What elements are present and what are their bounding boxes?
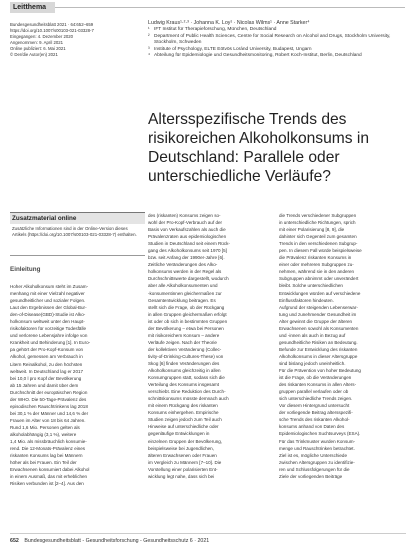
text-line: im Vergleich zu Männern [7–10]. Die [148, 459, 222, 465]
text-line: den-of-Disease(GBD)-Studie ist Alko- [10, 312, 86, 318]
text-line: tung und zunehmender Gesundheit im [279, 311, 357, 317]
text-line: Prävalenzraten aus epidemiologischen [148, 234, 227, 240]
text-line: Durchschnittswerte dargestellt, wodurch [148, 276, 229, 282]
meta-line[interactable]: https://doi.org/10.1007/s00103-021-03328-7 [10, 28, 94, 33]
text-line: zwischen Altersgruppen zu identifizie- [279, 459, 355, 465]
text-line: Ziele der vorliegenden Beiträge [279, 473, 343, 479]
affiliation-text: IFT Institut für Therapieforschung, München, Deutschland [154, 27, 277, 33]
text-line: Laut den Ergebnissen der Global-Bur- [10, 305, 87, 311]
text-line: Risiken verbunden ist [2–4]. Aus den [10, 481, 84, 487]
text-line: menge und Rauschtrinken betrachtet. [279, 445, 355, 451]
text-line: Studien in Deutschland seit einem Rück- [148, 241, 230, 247]
text-line: Aufgrund der steigenden Lebenserwar- [279, 304, 358, 310]
text-line: mit risikoreichem Konsum – andere [148, 332, 220, 338]
text-line: holkonsum weltweit unter den Haupt- [10, 319, 85, 325]
text-line: Alkohol, gemessen am Verbrauch in [10, 354, 83, 360]
text-line: risikofaktoren für vorzeitige Todesfälle [10, 326, 86, 332]
text-line: riskanten Konsums lag bei Männern [10, 453, 83, 459]
affiliation-text: Institute of Psychology, ELTE Eötvös Loránd University, Budapest, Ungarn [154, 46, 312, 52]
text-line: in allen Gruppen gleichermaßen erfolgt [148, 311, 227, 317]
text-line: der vorliegende Beitrag altersspezifi- [279, 410, 353, 416]
text-line: und verlorene Lebensjahre infolge von [10, 333, 88, 339]
supplement-text[interactable]: Zusätzliche Informationen sind in der Online-Version dieses Artikels (https://doi.org/10.1007/s00103-021-03328-7) enthalten. [12, 226, 137, 237]
body-column-3 [279, 212, 406, 480]
text-line: 1,4 Mio. als missbräuchlich konsumie- [10, 439, 87, 445]
text-line: verschiebt. Eine Reduktion des Durch- [148, 389, 226, 395]
text-line: Verteilung des Konsums insgesamt [148, 382, 220, 388]
text-line: sind bislang jedoch uneinheitlich. [279, 360, 346, 366]
text-line: bleibt. Solche unterschiedlichen [279, 283, 343, 289]
text-line: wicklung legt nahe, dass sich bei [148, 473, 215, 479]
supplement-rule [10, 255, 145, 256]
text-line: nehmen, während sie in den anderen [279, 269, 355, 275]
text-line: Einflussfaktoren hindeuten. [279, 297, 334, 303]
meta-line: Angenommen: 9. April 2021 [10, 40, 64, 45]
text-line: ab 15 Jahren und damit über dem [10, 382, 79, 388]
article-meta [10, 22, 145, 58]
article-title: Altersspezifische Trends des risikoreichen Alkoholkonsums in Deutschland: Parallele oder unterschiedliche Verläufe? [148, 111, 370, 185]
text-line: Hinweise auf unterschiedliche oder [148, 424, 219, 430]
text-line: Epidemiologischen Suchtsurveys (ESA). [279, 431, 361, 437]
text-line: ist die Frage, ob die Veränderungen [279, 375, 352, 381]
section-tag: Leitthema [10, 2, 55, 13]
text-line: Litern Reinalkohol, zu den höchsten [10, 361, 83, 367]
affiliation-text: Abteilung für Epidemiologie und Gesundheitsmonitoring, Robert Koch-Institut, Berlin, Deutschland [154, 53, 362, 59]
text-line: Krankheit und Behinderung [1]. In Euro- [10, 340, 91, 346]
text-line: gruppen parallel verlaufen oder ob [279, 389, 349, 395]
text-line: des (riskanten) Konsums zeigen so- [148, 213, 221, 218]
text-line: Basis von Verkaufszahlen als auch die [148, 227, 226, 233]
meta-line: Online publiziert: 6. Mai 2021 [10, 46, 66, 51]
text-line: konsums anhand von Daten des [279, 424, 345, 430]
section-heading: Einleitung [10, 266, 41, 273]
text-line: gesundheitlicher und sozialer Folgen. [10, 298, 86, 304]
text-line: rend. Die 12-Monats-Prävalenz eines [10, 446, 86, 452]
supplement-heading: Zusatzmaterial online [10, 213, 145, 224]
text-line: mit einer Polarisierung [8, 9], die [279, 227, 345, 233]
text-line: in unterschiedliche Richtungen, sprich [279, 220, 356, 226]
text-line: Hoher Alkoholkonsum steht im Zusam- [10, 284, 89, 289]
text-line: bei 10,0 l pro Kopf der Bevölkerung [10, 375, 82, 381]
text-line: weltweit. In Deutschland lag er 2017 [10, 368, 84, 374]
text-line: höher als bei Frauen. Ein Teil der [10, 460, 77, 466]
text-line: Verläufe zeigen. Nach der Theorie [148, 339, 217, 345]
affiliation-number: ² [148, 33, 150, 39]
affiliation-list [148, 27, 406, 59]
text-line: Durchschnitt der europäischen Region [10, 389, 88, 395]
text-line: Skog [6] finden Veränderungen des [148, 360, 220, 366]
text-line: Studien zeigen jedoch zum Teil auch [148, 417, 222, 423]
text-line: gesundheitliche Risiken an Bedeutung. [279, 339, 358, 345]
text-line: und -innen als auch in Bezug auf [279, 332, 346, 338]
text-line: schnittskonsums müsste demnach auch [148, 396, 229, 402]
affiliation [148, 34, 406, 47]
text-line: ist oder ob sich in bestimmten Gruppen [148, 318, 228, 324]
text-line: stellt sich die Frage, ob der Rückgang [148, 304, 225, 310]
text-line: bzw. seit Anfang der 1990er-Jahre [6]. [148, 255, 225, 261]
author-names: Ludwig Kraus¹·²·³ · Johanna K. Loy¹ · Nicolas Wilms¹ · Anne Starker⁴ [148, 20, 310, 26]
text-line: Konsumgruppen statt, sodass sich die [148, 375, 225, 381]
text-line: wohl der Pro-Kopf-Verbrauch auf der [148, 220, 223, 226]
page-footer [10, 538, 209, 544]
affiliation-number: ³ [148, 46, 150, 52]
text-line: Entwicklungen würden auf verschiedene [279, 290, 361, 296]
affiliation-text: Department of Public Health Sciences, Centre for Social Research on Alcohol and Drugs, Stockholm University, Stockholm, Schweden [154, 33, 391, 46]
affiliation [148, 53, 406, 59]
text-line: sich unterschiedliche Trends zeigen. [279, 396, 353, 402]
text-line: die Prävalenz riskanten Konsums in [279, 255, 352, 261]
text-line: Trends in den verschiedenen Subgrup- [279, 241, 358, 247]
affiliation-number: ¹ [148, 27, 150, 33]
text-line: Alkoholkonsums gleichzeitig in allen [148, 368, 221, 374]
text-line: Frauen im Alter von 18 bis 64 Jahren. [10, 417, 86, 423]
text-line: episodischen Rauschtrinkens lag 2018 [10, 403, 88, 409]
text-line: älteren Erwachsenen oder Frauen [148, 452, 217, 458]
text-line: -konsumentinnen gleichermaßen zur [148, 290, 222, 296]
meta-line: Eingegangen: 4. Dezember 2020 [10, 34, 74, 39]
text-line: mit einem Rückgang des riskanten [148, 403, 218, 409]
text-line: holkonsums werden in der Regel als [148, 269, 222, 275]
text-line: Befunde zur Entwicklung des riskanten [279, 346, 358, 352]
text-line: Vorstellung einer polarisierten Ent- [148, 466, 218, 472]
meta-line: Bundesgesundheitsblatt 2021 · 64:652–659 [10, 22, 94, 27]
text-line: beispielsweise bei Jugendlichen, [148, 445, 214, 451]
text-line: der WHO. Die 50-Tage-Prävalenz des [10, 396, 87, 402]
text-line: einer oder mehreren Subgruppen zu- [279, 262, 354, 268]
text-line: bei 30,1 % der Männer und 14,6 % der [10, 410, 89, 416]
text-line: pen. In diesem Fall würde beispielsweise [279, 248, 362, 254]
header-rule [55, 7, 405, 8]
text-line: Erwachsenen sowohl als Konsumenten [279, 325, 359, 331]
text-line: sche Trends des riskanten Alkohol- [279, 417, 350, 423]
text-line: tivity-of-Drinking-Cultures-These) von [148, 353, 224, 359]
text-line: aber alle Alkoholkonsumenten und [148, 283, 218, 289]
text-line: pa gehört der Pro-Kopf-Konsum von [10, 347, 84, 353]
text-line: Konsums einhergehen. Empirische [148, 410, 219, 416]
body-column-2 [148, 212, 274, 480]
text-line: ren und Schlussfolgerungen für die [279, 466, 350, 472]
text-line: Für die Prävention von hoher Bedeutung [279, 368, 361, 374]
text-line: einzelnen Gruppen der Bevölkerung, [148, 438, 223, 444]
text-line: gegenläufige Entwicklungen in [148, 431, 210, 437]
affiliation-number: ⁴ [148, 53, 151, 59]
text-line: die Trends verschiedener Subgruppen [279, 213, 357, 218]
text-line: des riskanten Konsums in allen Alters- [279, 382, 357, 388]
text-line: der kollektiven Veränderung (Collec- [148, 346, 222, 352]
meta-line: © Der/die Autor(en) 2021 [10, 52, 58, 57]
text-line: Für das Trinkmuster wurden Konsum- [279, 438, 356, 444]
text-line: Rund 1,6 Mio. Personen gelten als [10, 424, 80, 430]
body-column-1 [10, 283, 143, 487]
text-line: Gesamtentwicklung beitragen. Es [148, 297, 216, 303]
text-line: Alter gewinnt die Gruppe der älteren [279, 318, 353, 324]
text-line: Vor diesem Hintergrund untersucht [279, 403, 350, 409]
text-line: Erwachsenen konsumiert dabei Alkohol [10, 467, 90, 473]
footer-rule [10, 533, 406, 534]
text-line: dahinter sich Gegenteil zum gesamten [279, 234, 357, 240]
text-line: Zeitliche Veränderungen des Alko- [148, 262, 218, 268]
author-block [148, 20, 406, 59]
page-number: 652 [10, 538, 19, 544]
text-line: der Bevölkerung – etwa bei Personen [148, 325, 224, 331]
text-line: Subgruppen abnimmt oder unverändert [279, 276, 359, 282]
text-line: in einem Ausmaß, das mit erheblichen [10, 474, 88, 480]
text-line: Ziel ist es, mögliche Unterschiede [279, 452, 347, 458]
journal-name: Bundesgesundheitsblatt - Gesundheitsforschung - Gesundheitsschutz 6 · 2021 [24, 538, 210, 544]
supplement-box [10, 212, 145, 240]
text-line: gang des Alkoholkonsums seit 1970 [5] [148, 248, 227, 254]
text-line: alkoholabhängig (3,1 %), weitere [10, 431, 77, 437]
text-line: Alkoholkonsums in dieser Altersgruppe [279, 353, 358, 359]
text-line: menhang mit einer Vielzahl negativer [10, 291, 85, 297]
